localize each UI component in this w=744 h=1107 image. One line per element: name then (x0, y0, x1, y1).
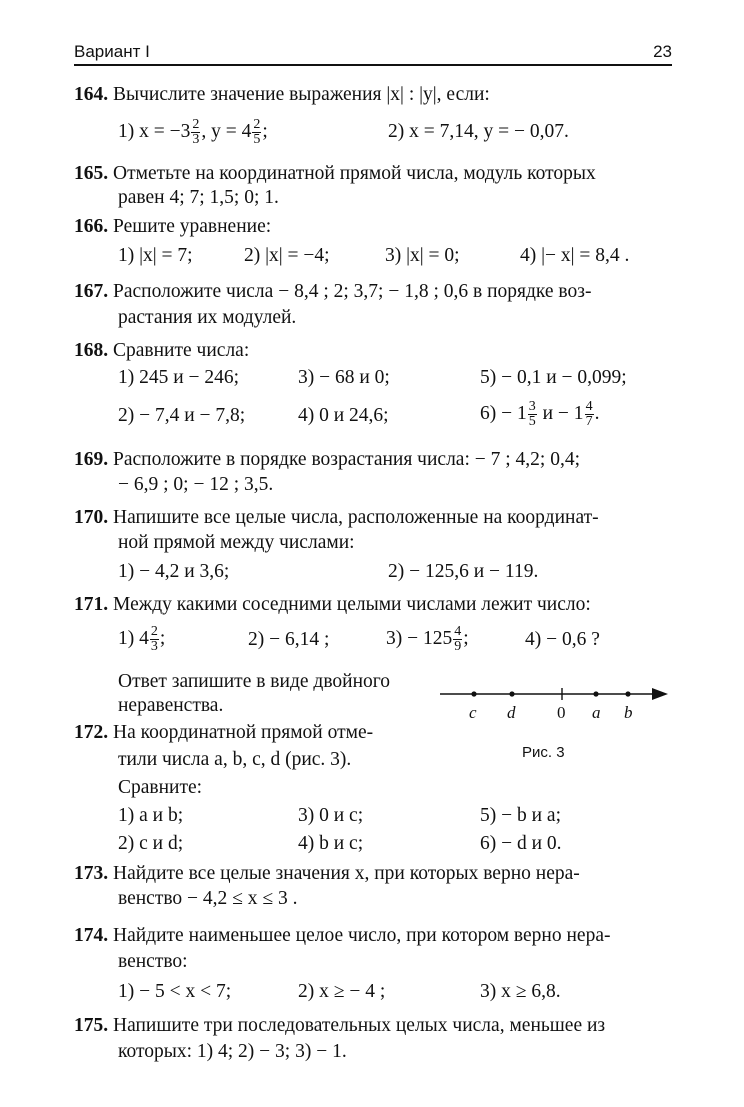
item-text: 3) − 125 (386, 627, 453, 649)
problem-169-line-2: − 6,9 ; 0; − 12 ; 3,5. (118, 474, 274, 495)
point-c (471, 691, 476, 696)
problem-number: 173. (74, 863, 109, 884)
problem-174-item-3: 3) x ≥ 6,8. (480, 981, 561, 1002)
arrow-head-icon (652, 688, 668, 700)
problem-174-item-1: 1) − 5 < x < 7; (118, 981, 232, 1002)
problem-171-item-2: 2) − 6,14 ; (248, 629, 330, 650)
point-b (625, 691, 630, 696)
problem-number: 169. (74, 449, 109, 470)
problem-166-item-2: 2) |x| = −4; (244, 245, 330, 266)
problem-171-item-1 (118, 625, 165, 654)
item-text: 6) − 1 (480, 402, 527, 424)
problem-171-line-4: неравенства. (118, 695, 224, 716)
label-c: c (469, 703, 477, 722)
problem-172-item-5: 5) − b и a; (480, 805, 561, 826)
problem-167-line-2: растания их модулей. (118, 307, 297, 328)
problem-164-item-1 (118, 118, 268, 147)
fraction: $\frac{3}{5}$ (528, 399, 536, 429)
problem-text: Найдите все целые значения x, при которых верно нера- (113, 863, 580, 884)
problem-text: Найдите наименьшее целое число, при котором верно нера- (113, 925, 611, 946)
fraction: $\frac{2}{5}$ (253, 117, 261, 147)
problem-171-line-3: Ответ запишите в виде двойного (118, 671, 391, 692)
page-header (74, 40, 672, 66)
problem-173-line-1 (74, 862, 580, 886)
point-a (593, 691, 598, 696)
problem-175-line-1 (74, 1014, 605, 1038)
problem-168-item-3: 3) − 68 и 0; (298, 367, 390, 388)
item-text: и − 1 (537, 402, 584, 424)
problem-number: 171. (74, 594, 109, 615)
label-b: b (624, 703, 633, 722)
problem-170-line-1 (74, 506, 599, 530)
problem-168-item-4: 4) 0 и 24,6; (298, 405, 389, 426)
problem-166-item-3: 3) |x| = 0; (385, 245, 460, 266)
item-text: ; (262, 120, 268, 142)
problem-174-line-1 (74, 924, 610, 948)
problem-166-item-4: 4) |− x| = 8,4 . (520, 245, 630, 266)
problem-172-item-2: 2) c и d; (118, 833, 184, 854)
problem-172-item-3: 3) 0 и c; (298, 805, 364, 826)
item-text: ; (463, 627, 469, 649)
problem-text: Напишите все целые числа, расположенные на координат- (113, 507, 599, 528)
problem-172-item-1: 1) a и b; (118, 805, 184, 826)
item-text: 1) x = −3 (118, 120, 191, 142)
problem-168-item-6 (480, 400, 599, 429)
problem-text: Сравните числа: (113, 340, 250, 361)
problem-167-line-1 (74, 280, 591, 304)
page-number: 23 (653, 42, 672, 61)
problem-text: Вычислите значение выражения |x| : |y|, если: (113, 84, 490, 105)
problem-169-line-1 (74, 448, 580, 472)
problem-171-item-3 (386, 625, 469, 654)
problem-number: 174. (74, 925, 109, 946)
problem-164-item-2: 2) x = 7,14, y = − 0,07. (388, 121, 569, 142)
problem-168-item-1: 1) 245 и − 246; (118, 367, 240, 388)
label-d: d (507, 703, 516, 722)
problem-173-line-2: венство − 4,2 ≤ x ≤ 3 . (118, 888, 298, 909)
problem-text: Между какими соседними целыми числами лежит число: (113, 594, 591, 615)
problem-171-item-4: 4) − 0,6 ? (525, 629, 600, 650)
problem-171-line-1 (74, 593, 591, 617)
problem-number: 164. (74, 84, 109, 105)
problem-text: На координатной прямой отме- (113, 722, 374, 743)
problem-text: Напишите три последовательных целых числа, меньшее из (113, 1015, 606, 1036)
item-text: ; (159, 627, 166, 649)
problem-170-line-2: ной прямой между числами: (118, 532, 355, 553)
problem-170-item-2: 2) − 125,6 и − 119. (388, 561, 539, 582)
problem-172-item-6: 6) − d и 0. (480, 833, 562, 854)
problem-number: 165. (74, 163, 109, 184)
problem-172-line-1 (74, 721, 373, 745)
problem-165-line-2: равен 4; 7; 1,5; 0; 1. (118, 187, 279, 208)
item-text: 1) 4 (118, 627, 149, 649)
item-text: . (594, 402, 600, 424)
problem-172-line-3: Сравните: (118, 777, 203, 798)
label-a: a (592, 703, 601, 722)
problem-number: 172. (74, 722, 109, 743)
problem-number: 175. (74, 1015, 109, 1036)
problem-166-line-1 (74, 215, 271, 239)
point-d (509, 691, 514, 696)
problem-text: Расположите числа − 8,4 ; 2; 3,7; − 1,8 ; 0,6 в порядке воз- (113, 281, 592, 302)
item-text: , y = 4 (201, 120, 252, 142)
problem-number: 170. (74, 507, 109, 528)
problem-text: Расположите в порядке возрастания числа: − 7 ; 4,2; 0,4; (113, 449, 581, 470)
problem-175-line-2: которых: 1) 4; 2) − 3; 3) − 1. (118, 1041, 347, 1062)
problem-number: 168. (74, 340, 109, 361)
fraction: $\frac{4}{9}$ (454, 624, 462, 654)
problem-number: 166. (74, 216, 109, 237)
fraction: $\frac{4}{7}$ (585, 399, 593, 429)
variant-label: Вариант I (74, 42, 150, 61)
problem-170-item-1: 1) − 4,2 и 3,6; (118, 561, 230, 582)
problem-text: Решите уравнение: (113, 216, 272, 237)
problem-172-item-4: 4) b и c; (298, 833, 364, 854)
problem-166-item-1: 1) |x| = 7; (118, 245, 193, 266)
figure-caption: Рис. 3 (522, 744, 565, 761)
problem-174-item-2: 2) x ≥ − 4 ; (298, 981, 386, 1002)
problem-168-line-1 (74, 339, 249, 363)
problem-number: 167. (74, 281, 109, 302)
problem-168-item-5: 5) − 0,1 и − 0,099; (480, 367, 627, 388)
problem-168-item-2: 2) − 7,4 и − 7,8; (118, 405, 246, 426)
problem-165-line-1 (74, 162, 596, 186)
problem-text: Отметьте на координатной прямой числа, модуль которых (113, 163, 596, 184)
problem-164-line-1 (74, 83, 490, 107)
fraction: $\frac{2}{3}$ (150, 624, 158, 654)
label-zero: 0 (557, 703, 566, 722)
problem-174-line-2: венство: (118, 951, 188, 972)
fraction: $\frac{2}{3}$ (192, 117, 200, 147)
problem-172-line-2: тили числа a, b, c, d (рис. 3). (118, 749, 352, 770)
